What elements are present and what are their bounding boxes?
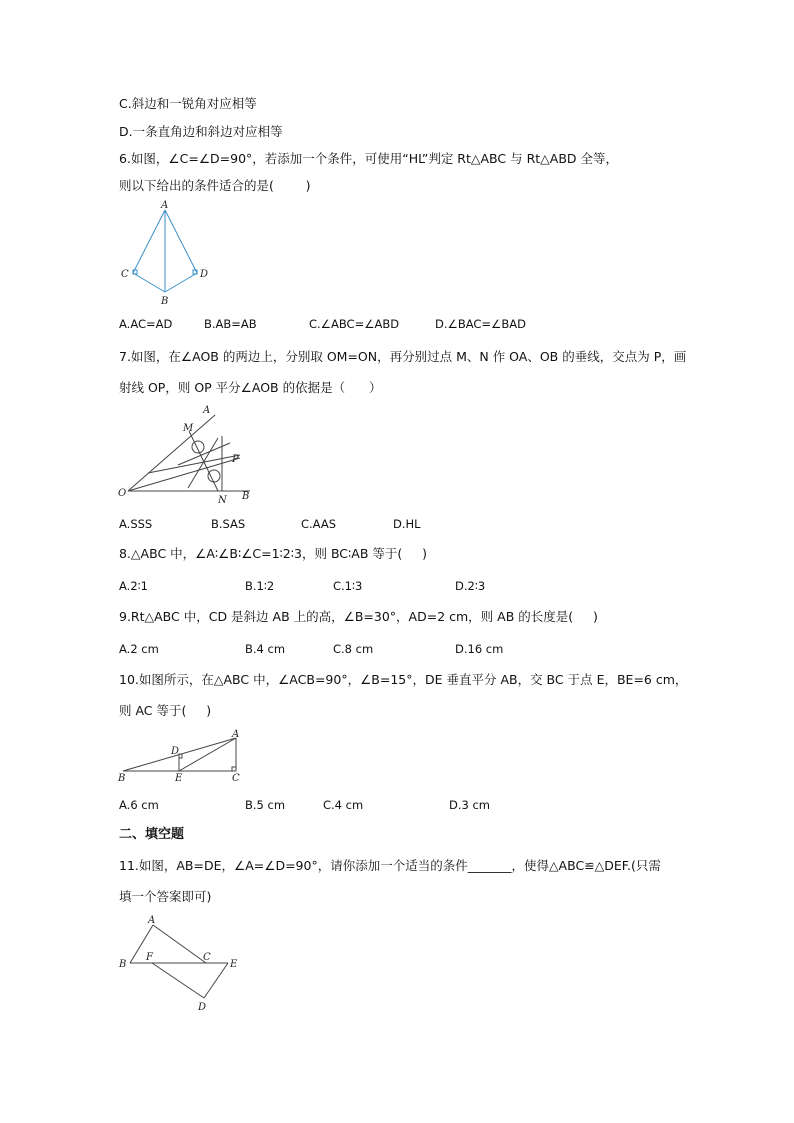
fig7-label-a: A	[203, 405, 211, 416]
fig11-label-b: B	[119, 959, 127, 970]
fig11-label-e: E	[230, 959, 238, 970]
q7-option-c[interactable]: C.AAS	[301, 517, 337, 531]
fig10-label-d: D	[171, 746, 180, 757]
question-10-line-1: 10.如图所示，在△ABC 中，∠ACB=90°，∠B=15°，DE 垂直平分 AB，交 BC 于点 E，BE=6 cm，	[119, 672, 688, 687]
fig6-label-d: D	[200, 269, 209, 280]
fig6-label-a: A	[161, 200, 169, 211]
figure-q11	[118, 912, 248, 1014]
section-heading-fill-in: 二、填空题	[119, 827, 185, 842]
fig10-label-b: B	[118, 773, 126, 784]
fig7-label-o: O	[118, 488, 127, 499]
fig7-label-n: N	[218, 495, 227, 506]
question-6-line-1: 6.如图，∠C=∠D=90°，若添加一个条件，可使用“HL”判定 Rt△ABC 与 Rt△ABD 全等，	[119, 151, 619, 166]
q10-option-d[interactable]: D.3 cm	[449, 798, 491, 812]
fig6-label-b: B	[161, 296, 169, 307]
fig11-label-c: C	[203, 952, 211, 963]
question-11-line-1: 11.如图，AB=DE，∠A=∠D=90°，请你添加一个适当的条件_______，使得△ABC≌△DEF.(只需	[119, 858, 661, 873]
q10-option-b[interactable]: B.5 cm	[245, 798, 286, 812]
q9-option-b[interactable]: B.4 cm	[245, 642, 286, 656]
fig10-label-a: A	[232, 729, 240, 740]
q6-option-d[interactable]: D.∠BAC=∠BAD	[435, 317, 526, 331]
q6-option-b[interactable]: B.AB=AB	[204, 317, 257, 331]
figure-q6	[118, 198, 218, 310]
fig11-label-d: D	[198, 1002, 207, 1013]
q6-option-c[interactable]: C.∠ABC=∠ABD	[309, 317, 400, 331]
option-d-text: D.一条直角边和斜边对应相等	[119, 124, 283, 139]
question-7-line-2: 射线 OP，则 OP 平分∠AOB 的依据是（ ）	[119, 380, 382, 395]
q7-option-d[interactable]: D.HL	[393, 517, 421, 531]
fig11-label-f: F	[146, 952, 153, 963]
question-10-line-2: 则 AC 等于( )	[119, 703, 212, 718]
q7-option-b[interactable]: B.SAS	[211, 517, 246, 531]
q7-option-a[interactable]: A.SSS	[119, 517, 153, 531]
q8-option-b[interactable]: B.1∶2	[245, 579, 275, 593]
q9-option-d[interactable]: D.16 cm	[455, 642, 504, 656]
q10-option-c[interactable]: C.4 cm	[323, 798, 364, 812]
q10-option-a[interactable]: A.6 cm	[119, 798, 159, 812]
q8-option-a[interactable]: A.2∶1	[119, 579, 148, 593]
question-7-line-1: 7.如图，在∠AOB 的两边上，分别取 OM=ON，再分别过点 M、N 作 OA、OB 的垂线，交点为 P，画	[119, 349, 687, 364]
question-9: 9.Rt△ABC 中，CD 是斜边 AB 上的高，∠B=30°，AD=2 cm，则 AB 的长度是( )	[119, 609, 598, 624]
q6-option-a[interactable]: A.AC=AD	[119, 317, 173, 331]
q9-option-c[interactable]: C.8 cm	[333, 642, 374, 656]
figure-q7	[118, 403, 258, 508]
fig10-label-e: E	[175, 773, 183, 784]
fig10-label-c: C	[232, 773, 240, 784]
fig11-label-a: A	[148, 915, 156, 926]
figure-q10	[118, 728, 248, 786]
option-c-text: C.斜边和一锐角对应相等	[119, 96, 257, 111]
fig7-label-m: M	[183, 423, 194, 434]
q9-option-a[interactable]: A.2 cm	[119, 642, 159, 656]
fig6-label-c: C	[121, 269, 129, 280]
fig7-label-b: B	[242, 491, 250, 502]
q8-option-c[interactable]: C.1∶3	[333, 579, 363, 593]
question-11-line-2: 填一个答案即可)	[119, 889, 212, 904]
q8-option-d[interactable]: D.2∶3	[455, 579, 486, 593]
question-6-line-2: 则以下给出的条件适合的是( )	[119, 178, 311, 193]
fig7-label-p: P	[232, 454, 239, 465]
question-8: 8.△ABC 中，∠A∶∠B∶∠C=1∶2∶3，则 BC∶AB 等于( )	[119, 546, 427, 561]
